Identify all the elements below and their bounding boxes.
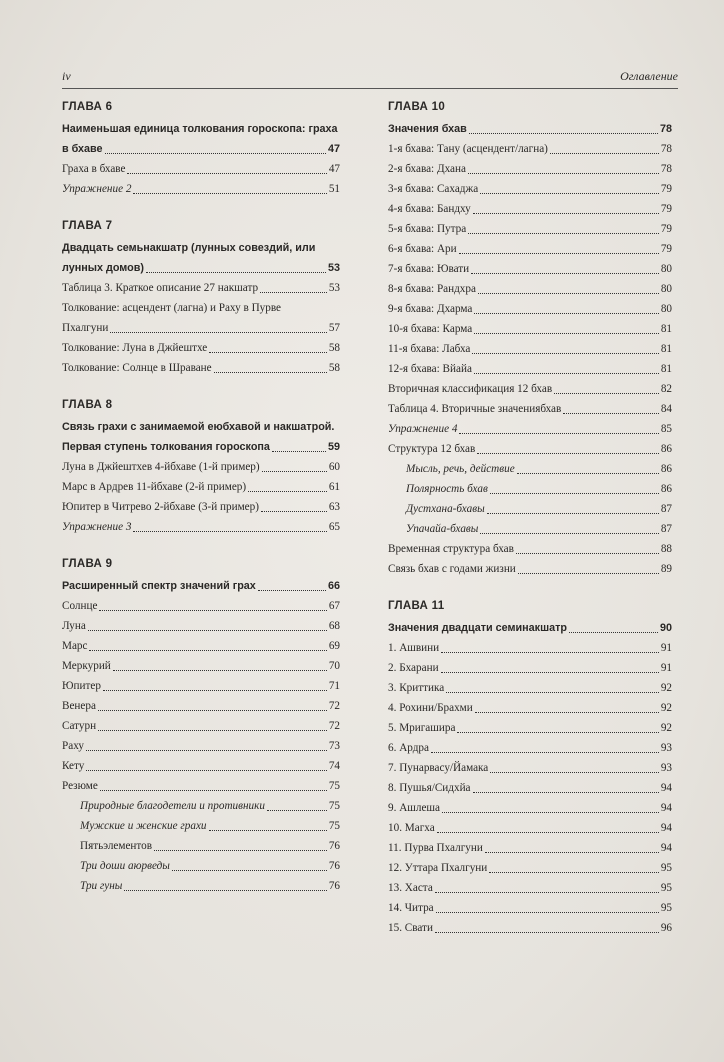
toc-entry: [388, 139, 672, 159]
toc-entry-text: Толкование: Луна в Джйештхе: [62, 342, 208, 354]
toc-page-number: 59: [327, 441, 340, 453]
toc-entry: [62, 457, 340, 477]
toc-page-number: 72: [328, 720, 340, 732]
toc-page-number: 75: [328, 800, 340, 812]
toc-page-number: 53: [328, 282, 340, 294]
toc-entry: [388, 159, 672, 179]
toc-page-number: 94: [660, 842, 672, 854]
toc-entry: [388, 918, 672, 938]
toc-entry: [388, 519, 672, 539]
toc-entry: [62, 517, 340, 537]
chapter-heading: ГЛАВА 9: [62, 558, 113, 570]
dot-leader: [472, 353, 658, 354]
toc-entry-text: 15. Свати: [388, 922, 433, 934]
toc-entry-text: Марс: [62, 640, 88, 652]
toc-entry-text: Упражнение 2: [62, 183, 132, 195]
toc-entry-text: 9. Ашлеша: [388, 802, 441, 814]
dot-leader: [480, 193, 659, 194]
dot-leader: [437, 832, 659, 833]
toc-entry-text: Связь бхав с годами жизни: [388, 563, 516, 575]
toc-entry: [388, 219, 672, 239]
dot-leader: [260, 292, 327, 293]
toc-entry: [62, 596, 340, 616]
toc-entry: [62, 696, 340, 716]
toc-entry-text: Наименьшая единица толкования гороскопа: граха: [62, 123, 338, 135]
dot-leader: [441, 672, 659, 673]
dot-leader: [86, 770, 326, 771]
dot-leader: [98, 730, 327, 731]
dot-leader: [487, 513, 659, 514]
dot-leader: [480, 533, 658, 534]
dot-leader: [89, 650, 326, 651]
toc-entry: [388, 738, 672, 758]
toc-page-number: 75: [328, 780, 340, 792]
toc-entry: [62, 477, 340, 497]
toc-entry-text: 6-я бхава: Ари: [388, 243, 457, 255]
toc-entry-text: Солнце: [62, 600, 98, 612]
toc-entry: [388, 359, 672, 379]
toc-entry: [388, 279, 672, 299]
toc-entry-text: Три гуны: [80, 880, 123, 892]
toc-entry: [62, 836, 340, 856]
toc-page-number: 94: [660, 782, 672, 794]
toc-entry: [388, 898, 672, 918]
toc-entry: [388, 539, 672, 559]
toc-entry-text: 10. Магха: [388, 822, 435, 834]
toc-entry: [388, 858, 672, 878]
dot-leader: [267, 810, 327, 811]
toc-page-number: 86: [660, 443, 672, 455]
dot-leader: [442, 812, 659, 813]
toc-entry-text: Таблица 3. Краткое описание 27 накшатр: [62, 282, 259, 294]
dot-leader: [133, 531, 326, 532]
dot-leader: [474, 313, 658, 314]
toc-entry: [62, 636, 340, 656]
toc-entry-text: Кету: [62, 760, 85, 772]
toc-entry-text: Граха в бхаве: [62, 163, 126, 175]
dot-leader: [154, 850, 327, 851]
toc-page-number: 91: [660, 662, 672, 674]
toc-page-number: 61: [328, 481, 340, 493]
toc-entry-text: Меркурий: [62, 660, 111, 672]
running-title: Оглавление: [620, 69, 678, 83]
dot-leader: [435, 932, 659, 933]
toc-entry-text: Упражнение 3: [62, 521, 132, 533]
dot-leader: [518, 573, 659, 574]
dot-leader: [517, 473, 659, 474]
toc-page-number: 79: [660, 243, 672, 255]
toc-page-number: 93: [660, 742, 672, 754]
dot-leader: [490, 772, 659, 773]
dot-leader: [473, 792, 659, 793]
toc-page-number: 92: [660, 682, 672, 694]
toc-entry: [62, 318, 340, 338]
toc-entry-text: 8. Пушья/Сидхйа: [388, 782, 471, 794]
toc-page-number: 92: [660, 702, 672, 714]
toc-entry: [62, 139, 340, 159]
toc-entry-text: Луна: [62, 620, 86, 632]
toc-entry: [62, 417, 340, 437]
toc-page-number: 81: [660, 343, 672, 355]
toc-entry-text: 3. Криттика: [388, 682, 445, 694]
toc-entry-text: 7. Пунарвасу/Йамака: [388, 762, 489, 774]
toc-entry: [388, 499, 672, 519]
toc-entry-text: Толкование: Солнце в Шраване: [62, 362, 212, 374]
toc-page-number: 79: [660, 183, 672, 195]
toc-entry-text: 4. Рохини/Брахми: [388, 702, 473, 714]
toc-page-number: 68: [328, 620, 340, 632]
dot-leader: [474, 333, 659, 334]
toc-entry: [388, 319, 672, 339]
toc-entry-text: 11. Пурва Пхалгуни: [388, 842, 483, 854]
toc-entry-text: Таблица 4. Вторичные значениябхав: [388, 403, 562, 415]
toc-entry-text: Резюме: [62, 780, 98, 792]
toc-entry: [388, 798, 672, 818]
toc-entry: [388, 479, 672, 499]
toc-entry-text: Природные благодетели и противники: [80, 800, 265, 812]
dot-leader: [478, 293, 659, 294]
dot-leader: [103, 690, 327, 691]
dot-leader: [475, 712, 659, 713]
dot-leader: [113, 670, 327, 671]
dot-leader: [88, 630, 327, 631]
toc-entry: [62, 179, 340, 199]
toc-entry: [62, 616, 340, 636]
dot-leader: [554, 393, 659, 394]
toc-page-number: 71: [328, 680, 340, 692]
toc-page-number: 95: [660, 862, 672, 874]
toc-page-number: 93: [660, 762, 672, 774]
toc-entry: [62, 358, 340, 378]
toc-page-number: 58: [328, 362, 340, 374]
toc-entry: [62, 876, 340, 896]
dot-leader: [474, 373, 659, 374]
dot-leader: [457, 732, 658, 733]
dot-leader: [261, 511, 327, 512]
dot-leader: [468, 233, 659, 234]
toc-page-number: 92: [660, 722, 672, 734]
toc-entry: [388, 618, 672, 638]
toc-entry: [62, 338, 340, 358]
toc-entry-text: 10-я бхава: Карма: [388, 323, 473, 335]
dot-leader: [172, 870, 327, 871]
toc-entry-text: Пятьэлементов: [80, 840, 153, 852]
toc-entry: [388, 259, 672, 279]
dot-leader: [441, 652, 659, 653]
toc-entry: [388, 459, 672, 479]
dot-leader: [209, 352, 327, 353]
toc-page-number: 63: [328, 501, 340, 513]
toc-entry-text: Раху: [62, 740, 84, 752]
toc-page-number: 95: [660, 882, 672, 894]
toc-entry-text: Венера: [62, 700, 96, 712]
toc-page-number: 91: [660, 642, 672, 654]
toc-page-number: 90: [659, 622, 672, 634]
toc-entry-text: 4-я бхава: Бандху: [388, 203, 471, 215]
toc-page-number: 74: [328, 760, 340, 772]
toc-page-number: 87: [660, 523, 672, 535]
dot-leader: [490, 493, 659, 494]
dot-leader: [98, 710, 327, 711]
toc-entry-text: 14. Читра: [388, 902, 434, 914]
chapter-heading: ГЛАВА 11: [388, 600, 445, 612]
dot-leader: [446, 692, 659, 693]
toc-page-number: 53: [327, 262, 340, 274]
dot-leader: [262, 471, 327, 472]
toc-page-number: 88: [660, 543, 672, 555]
dot-leader: [468, 173, 659, 174]
toc-entry-text: Сатурн: [62, 720, 97, 732]
toc-entry: [62, 676, 340, 696]
chapter-heading: ГЛАВА 6: [62, 101, 113, 113]
toc-entry: [62, 776, 340, 796]
toc-entry: [62, 796, 340, 816]
toc-page-number: 76: [328, 840, 340, 852]
toc-entry-text: Вторичная классификация 12 бхав: [388, 383, 553, 395]
toc-page-number: 47: [328, 163, 340, 175]
toc-entry-text: в бхаве: [62, 143, 103, 155]
toc-page-number: 76: [328, 880, 340, 892]
toc-entry: [62, 576, 340, 596]
toc-entry: [388, 299, 672, 319]
toc-entry: [388, 399, 672, 419]
toc-entry: [388, 439, 672, 459]
toc-page-number: 73: [328, 740, 340, 752]
toc-entry-text: Три доши аюрведы: [80, 860, 170, 872]
toc-entry: [388, 239, 672, 259]
toc-entry-text: Двадцать семьнакшатр (лунных совездий, или: [62, 242, 316, 254]
toc-entry-text: Полярность бхав: [406, 483, 488, 495]
toc-entry: [62, 716, 340, 736]
toc-page-number: 66: [327, 580, 340, 592]
toc-page-number: 78: [659, 123, 672, 135]
toc-entry: [388, 119, 672, 139]
toc-entry-text: Пхалгуни: [62, 322, 109, 334]
toc-entry-text: Временная структура бхав: [388, 543, 514, 555]
toc-page-number: 78: [660, 163, 672, 175]
toc-entry: [388, 559, 672, 579]
dot-leader: [569, 632, 658, 633]
toc-page-number: 79: [660, 203, 672, 215]
toc-entry: [62, 437, 340, 457]
dot-leader: [272, 451, 326, 452]
dot-leader: [124, 890, 326, 891]
dot-leader: [431, 752, 659, 753]
toc-entry: [62, 756, 340, 776]
toc-entry: [388, 339, 672, 359]
toc-entry-text: 5. Мригашира: [388, 722, 456, 734]
toc-chapter: [62, 219, 340, 378]
toc-page-number: 75: [328, 820, 340, 832]
toc-entry-text: 9-я бхава: Дхарма: [388, 303, 473, 315]
toc-page-number: 86: [660, 463, 672, 475]
toc-entry-text: Луна в Джйештхев 4-йбхаве (1-й пример): [62, 461, 260, 473]
toc-entry-text: Первая ступень толкования гороскопа: [62, 441, 270, 453]
toc-chapter: [388, 100, 672, 579]
dot-leader: [146, 272, 326, 273]
toc-page-number: 94: [660, 802, 672, 814]
toc-entry-text: 2. Бхарани: [388, 662, 439, 674]
toc-entry: [62, 159, 340, 179]
toc-entry: [62, 278, 340, 298]
dot-leader: [459, 433, 658, 434]
dot-leader: [127, 173, 326, 174]
toc-page-number: 67: [328, 600, 340, 612]
toc-page-number: 78: [660, 143, 672, 155]
toc-chapter: [388, 599, 672, 938]
toc-entry: [62, 258, 340, 278]
dot-leader: [471, 273, 659, 274]
toc-entry: [62, 656, 340, 676]
toc-entry: [62, 856, 340, 876]
toc-entry: [388, 658, 672, 678]
dot-leader: [248, 491, 327, 492]
toc-page-number: 94: [660, 822, 672, 834]
toc-page-number: 51: [328, 183, 340, 195]
toc-page-number: 86: [660, 483, 672, 495]
toc-page-number: 58: [328, 342, 340, 354]
toc-chapter: [62, 557, 340, 896]
toc-page-number: 65: [328, 521, 340, 533]
dot-leader: [473, 213, 659, 214]
toc-entry-text: 6. Ардра: [388, 742, 429, 754]
dot-leader: [459, 253, 659, 254]
toc-page-number: 82: [660, 383, 672, 395]
toc-entry-text: 5-я бхава: Путра: [388, 223, 467, 235]
toc-page-number: 70: [328, 660, 340, 672]
toc-page-number: 80: [660, 303, 672, 315]
toc-entry-text: Толкование: асцендент (лагна) и Раху в Пурве: [62, 302, 282, 314]
toc-entry-text: 1-я бхава: Тану (асцендент/лагна): [388, 143, 548, 155]
toc-entry: [388, 698, 672, 718]
chapter-heading: ГЛАВА 8: [62, 399, 113, 411]
running-header: [62, 66, 678, 89]
toc-entry-text: Юпитер: [62, 680, 101, 692]
toc-page-number: 89: [660, 563, 672, 575]
toc-entry-text: лунных домов): [62, 262, 144, 274]
toc-entry: [388, 758, 672, 778]
dot-leader: [86, 750, 327, 751]
toc-page-number: 96: [660, 922, 672, 934]
toc-page-number: 80: [660, 263, 672, 275]
dot-leader: [516, 553, 659, 554]
dot-leader: [550, 153, 659, 154]
toc-entry-text: 2-я бхава: Дхана: [388, 163, 466, 175]
toc-entry: [388, 179, 672, 199]
dot-leader: [99, 610, 326, 611]
dot-leader: [563, 413, 659, 414]
toc-entry: [388, 818, 672, 838]
toc-column-left: [62, 100, 340, 916]
toc-entry: [388, 379, 672, 399]
toc-entry-text: 8-я бхава: Рандхра: [388, 283, 476, 295]
toc-entry-text: Марс в Ардрев 11-йбхаве (2-й пример): [62, 481, 247, 493]
toc-page-number: 47: [327, 143, 340, 155]
toc-entry: [388, 678, 672, 698]
chapter-heading: ГЛАВА 10: [388, 101, 446, 113]
toc-page-number: 81: [660, 363, 672, 375]
toc-entry-text: Связь грахи с занимаемой еюбхавой и накшатрой.: [62, 421, 335, 433]
toc-entry: [388, 199, 672, 219]
chapter-heading: ГЛАВА 7: [62, 220, 113, 232]
toc-chapter: [62, 100, 340, 199]
toc-chapter: [62, 398, 340, 537]
toc-page-number: 72: [328, 700, 340, 712]
toc-entry-text: Значения двадцати семинакшатр: [388, 622, 567, 634]
dot-leader: [469, 133, 658, 134]
dot-leader: [100, 790, 327, 791]
dot-leader: [258, 590, 326, 591]
dot-leader: [105, 153, 326, 154]
toc-entry-text: 1. Ашвини: [388, 642, 440, 654]
toc-entry-text: 7-я бхава: Ювати: [388, 263, 470, 275]
toc-entry-text: Дустхана-бхавы: [406, 503, 485, 515]
toc-entry-text: Значения бхав: [388, 123, 467, 135]
toc-page-number: 60: [328, 461, 340, 473]
toc-page-number: 87: [660, 503, 672, 515]
toc-entry: [62, 736, 340, 756]
toc-entry: [388, 419, 672, 439]
dot-leader: [133, 193, 326, 194]
toc-page-number: 57: [328, 322, 340, 334]
dot-leader: [209, 830, 327, 831]
toc-entry-text: 12. Уттара Пхалгуни: [388, 862, 488, 874]
toc-entry-text: 13. Хаста: [388, 882, 433, 894]
toc-page-number: 79: [660, 223, 672, 235]
toc-page-number: 85: [660, 423, 672, 435]
dot-leader: [477, 453, 659, 454]
toc-entry-text: 3-я бхава: Сахаджа: [388, 183, 479, 195]
toc-entry: [388, 718, 672, 738]
toc-entry: [388, 778, 672, 798]
toc-page-number: 76: [328, 860, 340, 872]
toc-page-number: 84: [660, 403, 672, 415]
dot-leader: [436, 912, 659, 913]
toc-entry-text: 11-я бхава: Лабха: [388, 343, 471, 355]
toc-page-number: 69: [328, 640, 340, 652]
toc-page-number: 95: [660, 902, 672, 914]
dot-leader: [110, 332, 326, 333]
toc-entry-text: Упражнение 4: [388, 423, 458, 435]
dot-leader: [435, 892, 659, 893]
toc-page-number: 81: [660, 323, 672, 335]
dot-leader: [489, 872, 659, 873]
toc-column-right: [388, 100, 672, 958]
toc-entry-text: Мысль, речь, действие: [406, 463, 515, 475]
toc-entry: [62, 497, 340, 517]
toc-page-number: 80: [660, 283, 672, 295]
toc-entry: [388, 638, 672, 658]
dot-leader: [485, 852, 659, 853]
toc-entry-text: Мужские и женские грахи: [80, 820, 207, 832]
toc-entry: [388, 878, 672, 898]
dot-leader: [214, 372, 327, 373]
toc-entry-text: Юпитер в Читрево 2-йбхаве (3-й пример): [62, 501, 259, 513]
page-number: iv: [62, 69, 71, 83]
toc-entry-text: Расширенный спектр значений грах: [62, 580, 256, 592]
toc-entry: [388, 838, 672, 858]
toc-entry-text: 12-я бхава: Вйайа: [388, 363, 472, 375]
toc-entry: [62, 816, 340, 836]
toc-entry-text: Структура 12 бхав: [388, 443, 476, 455]
toc-entry-text: Упачайа-бхавы: [406, 523, 479, 535]
